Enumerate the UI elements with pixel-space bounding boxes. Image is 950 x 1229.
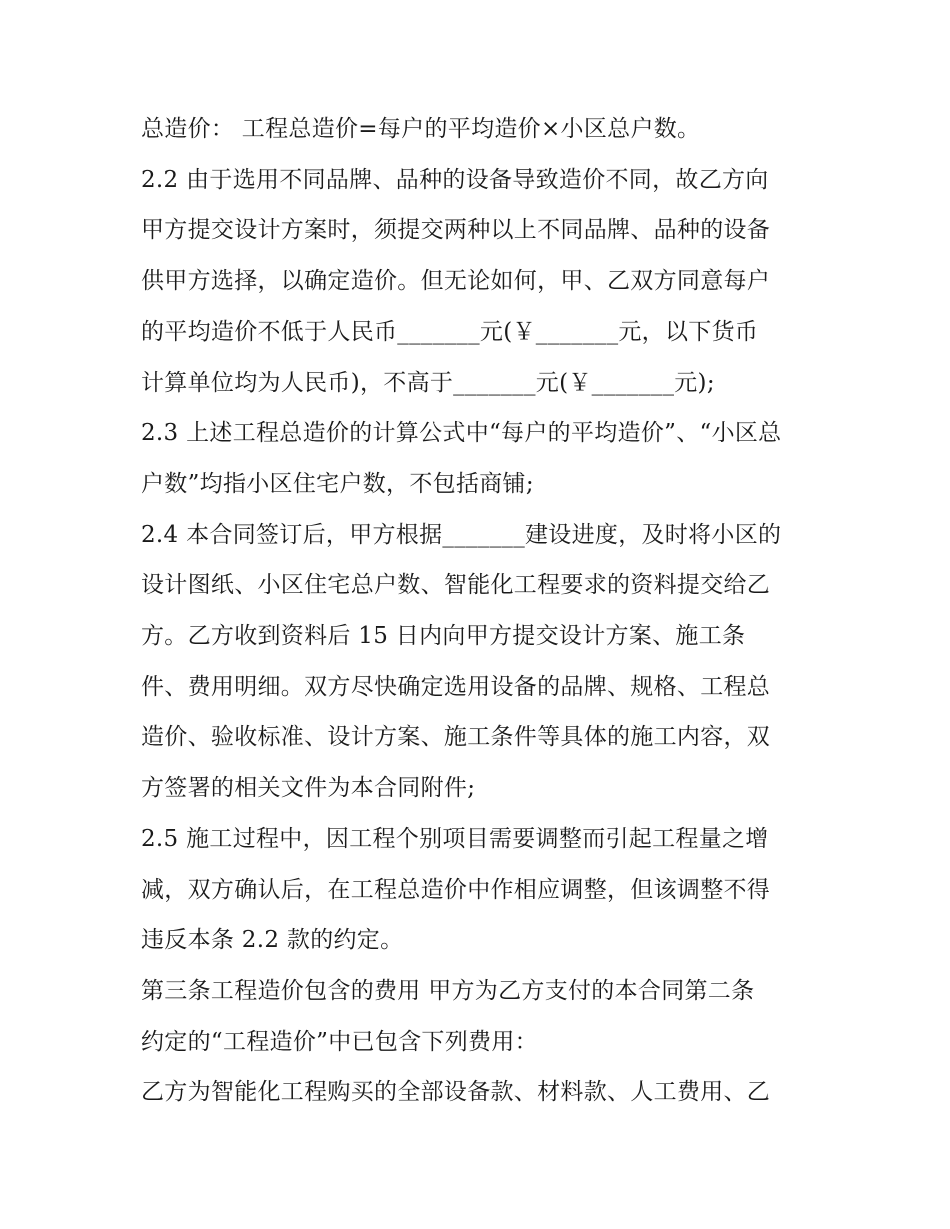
document-body (141, 104, 821, 1118)
text-line: 总造价： 工程总造价=每户的平均造价×小区总户数。 (141, 116, 701, 142)
text-line: 2.2 由于选用不同品牌、品种的设备导致造价不同，故乙方向 (141, 166, 769, 193)
text-line: 方。乙方收到资料后 15 日内向甲方提交设计方案、施工条 (141, 623, 746, 650)
text-line: 户数”均指小区住宅户数，不包括商铺; (141, 470, 534, 497)
text-line: 减，双方确认后，在工程总造价中作相应调整，但该调整不得 (141, 876, 771, 903)
text-line: 2.3 上述工程总造价的计算公式中“每户的平均造价”、“小区总 (141, 420, 782, 447)
text-line: 违反本条 2.2 款的约定。 (141, 927, 404, 954)
text-line: 供甲方选择，以确定造价。但无论如何，甲、乙双方同意每户 (141, 268, 771, 295)
text-line: 方签署的相关文件为本合同附件; (141, 775, 476, 802)
text-line: 设计图纸、小区住宅总户数、智能化工程要求的资料提交给乙 (141, 572, 771, 599)
text-line: 第三条工程造价包含的费用 甲方为乙方支付的本合同第二条 (141, 977, 755, 1004)
text-line: 的平均造价不低于人民币_______元(￥_______元，以下货币 (141, 318, 759, 345)
text-line: 乙方为智能化工程购买的全部设备款、材料款、人工费用、乙 (141, 1079, 771, 1106)
text-line: 2.5 施工过程中，因工程个别项目需要调整而引起工程量之增 (141, 825, 769, 852)
text-line: 件、费用明细。双方尽快确定选用设备的品牌、规格、工程总 (141, 673, 771, 700)
text-line: 计算单位均为人民币)，不高于_______元(￥_______元); (141, 369, 715, 396)
text-line: 造价、验收标准、设计方案、施工条件等具体的施工内容，双 (141, 724, 771, 751)
text-line: 约定的“工程造价”中已包含下列费用： (141, 1028, 538, 1055)
text-line: 甲方提交设计方案时，须提交两种以上不同品牌、品种的设备 (141, 217, 771, 244)
text-line: 2.4 本合同签订后，甲方根据_______建设进度，及时将小区的 (141, 521, 782, 548)
